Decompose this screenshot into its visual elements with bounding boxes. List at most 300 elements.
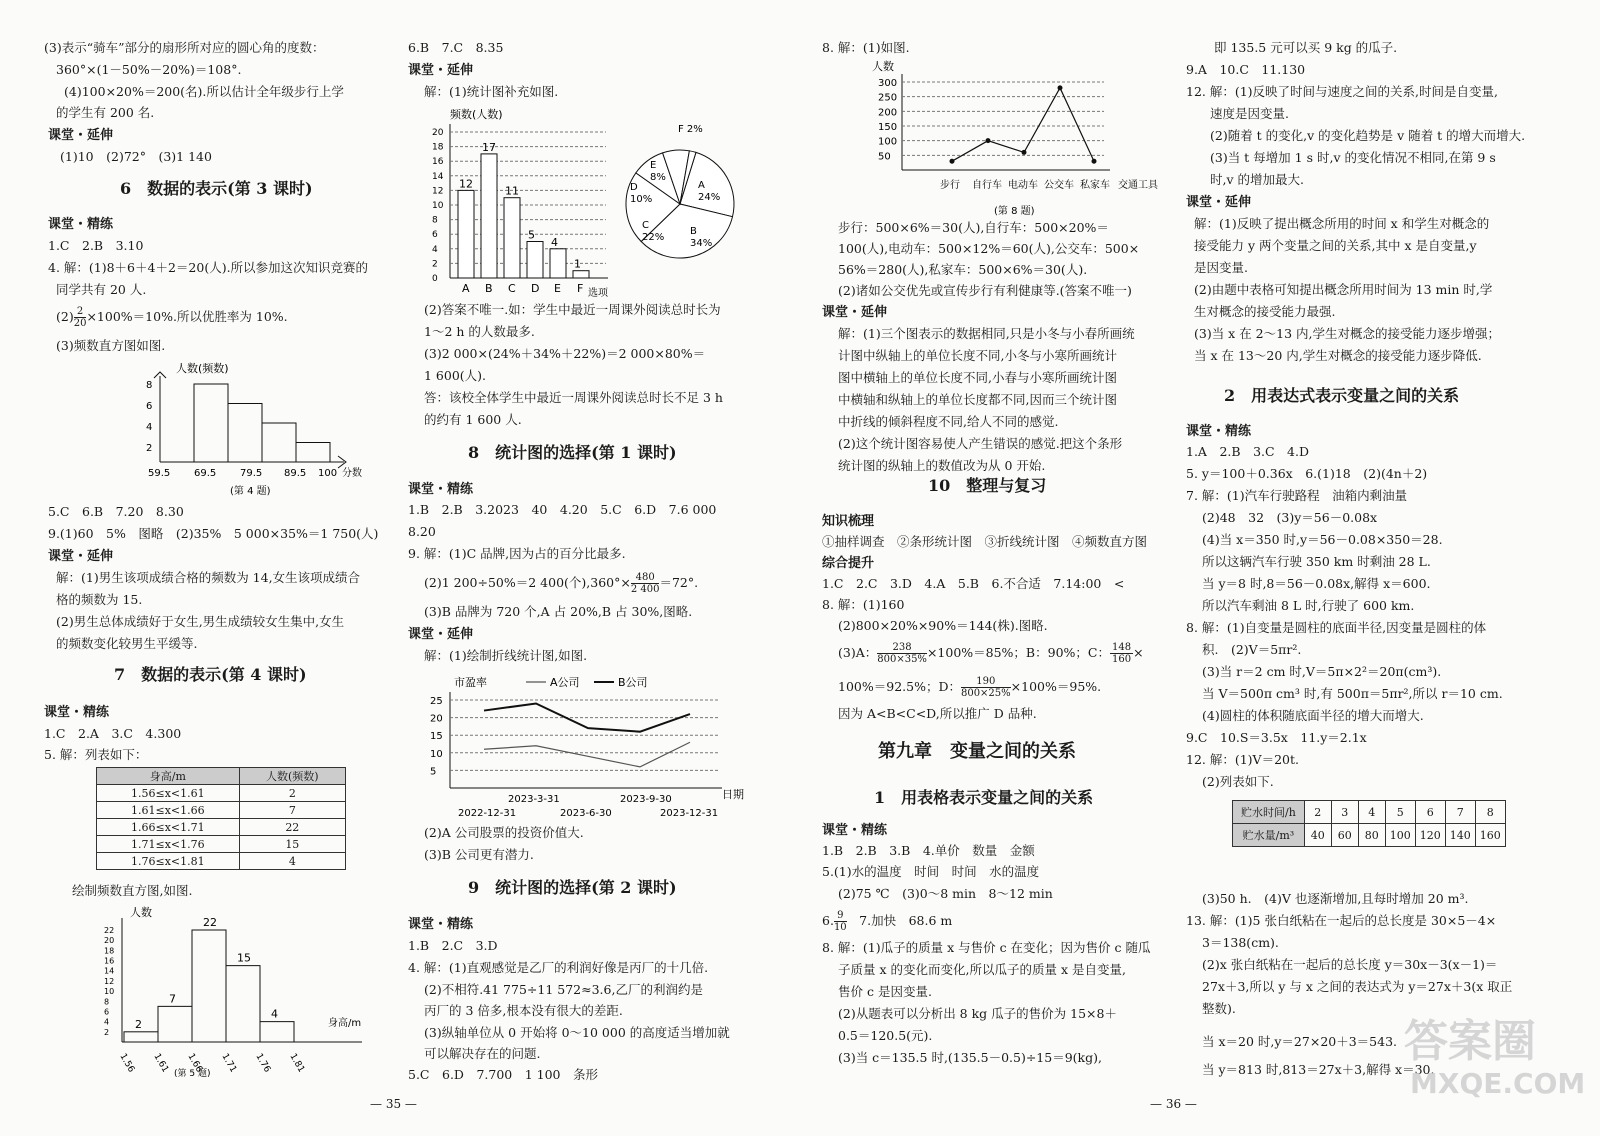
- fraction: [877, 642, 927, 665]
- text-line: 1.C 2.B 3.10: [48, 238, 144, 253]
- table-cell: 140: [1445, 824, 1475, 847]
- text-line: 1.C 2.C 3.D 4.A 5.B 6.不合适 7.14:00 <: [822, 576, 1125, 591]
- table-cell: 4: [1358, 801, 1385, 824]
- legend-label: A公司: [550, 676, 580, 689]
- y-tick: 6: [146, 401, 153, 412]
- legend-label: B公司: [618, 676, 648, 689]
- section-label: 课堂・精练: [44, 705, 110, 720]
- section-label: 课堂・精练: [408, 917, 474, 932]
- text-line: 解：(1)反映了提出概念所用的时间 x 和学生对概念的: [1194, 216, 1490, 231]
- text-line: 整数).: [1202, 1001, 1236, 1016]
- fraction-top: 238: [877, 642, 927, 654]
- table-row: [97, 819, 346, 836]
- table-cell: 4: [239, 853, 345, 870]
- bar-label: 7: [169, 992, 176, 1006]
- text-line: 12. 解：(1)反映了时间与速度之间的关系,时间是自变量,: [1186, 84, 1499, 99]
- text-line: 绘制频数直方图,如图.: [72, 883, 193, 898]
- text-line: (2)48 32 (3)y＝56－0.08x: [1202, 510, 1378, 525]
- table-header-row: [97, 768, 346, 785]
- table-cell: 1.76≤x<1.81: [97, 853, 240, 870]
- text-line: 子质量 x 的变化而变化,所以瓜子的质量 x 是自变量,: [838, 962, 1126, 977]
- text-line: (3)B 品牌为 720 个,A 占 20%,B 占 30%,图略.: [424, 604, 693, 619]
- y-tick: 16: [432, 157, 444, 168]
- section-label: 知识梳理: [822, 514, 875, 529]
- text-line: 5. 解：列表如下：: [44, 747, 148, 762]
- text-line: 所以这辆汽车行驶 350 km 时剩油 28 L.: [1202, 554, 1431, 569]
- text-line: 8. 解：(1)如图.: [822, 40, 910, 55]
- fraction: [631, 572, 660, 595]
- text-line: 解：(1)男生该项成绩合格的频数为 14,女生该项成绩合: [56, 570, 361, 585]
- x-tick: 电动车: [1008, 180, 1038, 191]
- x-tick: 2023-12-31: [660, 808, 719, 819]
- text-line: 可以解决存在的问题.: [424, 1046, 541, 1061]
- slice-label: D 10%: [630, 182, 653, 205]
- fraction-bottom: 160: [1111, 654, 1132, 665]
- lesson-heading: 8 统计图的选择(第 1 课时): [468, 443, 677, 462]
- axis-label: 分数: [342, 468, 362, 479]
- x-tick: 1.66: [185, 1052, 205, 1075]
- y-tick: 25: [430, 696, 443, 707]
- table-cell: 80: [1358, 824, 1385, 847]
- text-line: 1.B 2.B 3.B 4.单价 数量 金额: [822, 843, 1035, 858]
- x-tick: 2023-9-30: [620, 794, 672, 805]
- table-row: [97, 802, 346, 819]
- text-line: 图中横轴上的单位长度不同,小春与小寒所画统计图: [838, 370, 1117, 385]
- axis-label: 人数: [872, 60, 894, 73]
- bar: [504, 198, 520, 278]
- x-tick: C: [508, 282, 516, 295]
- lesson-heading: 7 数据的表示(第 4 课时): [114, 665, 307, 684]
- line-chart-transport: [842, 56, 1172, 220]
- axis-label: 交通工具: [1118, 180, 1158, 191]
- y-tick: 6: [104, 1007, 110, 1017]
- text-line: (2)800×20%×90%＝144(株).图略.: [838, 618, 1048, 633]
- x-tick: D: [531, 282, 540, 295]
- text-line: 中折线的倾斜程度不同,给人不同的感觉.: [838, 414, 1059, 429]
- text-line: 接受能力 y 两个变量之间的关系,其中 x 是自变量,y: [1194, 238, 1477, 253]
- fraction-top: 2: [74, 306, 87, 318]
- figure-caption: (第 8 题): [994, 206, 1035, 217]
- text-line: 1.B 2.B 3.2023 40 4.20 5.C 6.D 7.6 000: [408, 502, 717, 517]
- watermark-url: MXQE.COM: [1410, 1067, 1586, 1100]
- y-tick: 10: [432, 201, 444, 211]
- table-cell: 1.71≤x<1.76: [97, 836, 240, 853]
- y-tick: 100: [878, 136, 898, 148]
- x-tick: 公交车: [1044, 180, 1074, 191]
- histogram-bar: [192, 930, 226, 1042]
- y-tick: 2: [432, 259, 438, 270]
- x-tick: 69.5: [194, 468, 217, 479]
- bars: [194, 384, 330, 462]
- text-line: 1.A 2.B 3.C 4.D: [1186, 444, 1310, 459]
- text-line: 的学生有 200 名.: [56, 105, 155, 120]
- page-number: — 35 —: [370, 1097, 417, 1111]
- text-line: 1 600(人).: [424, 368, 487, 383]
- axis-label: 频数(人数): [450, 108, 503, 121]
- text-line: (2)由题中表格可知提出概念所用时间为 13 min 时,学: [1194, 282, 1493, 297]
- text-line: 6.B 7.C 8.35: [408, 40, 504, 55]
- table-cell: 100: [1385, 824, 1415, 847]
- text-line: 解：(1)三个图表示的数据相同,只是小冬与小春所画统: [838, 326, 1135, 341]
- y-tick: 14: [432, 171, 444, 182]
- text-line: 56%＝280(人),私家车：500×6%＝30(人).: [838, 262, 1088, 277]
- x-tick: 89.5: [284, 468, 307, 479]
- y-tick: 20: [104, 936, 115, 946]
- fraction-top: 190: [961, 676, 1011, 688]
- text-line: 9.C 10.S＝3.5x 11.y＝2.1x: [1186, 730, 1367, 745]
- text-line: 100(人),电动车：500×12%＝60(人),公交车：500×: [838, 241, 1140, 256]
- text-line: (3)50 h. (4)V 也逐渐增加,且每时增加 20 m³.: [1202, 891, 1469, 906]
- lesson-heading: 6 数据的表示(第 3 课时): [120, 179, 313, 198]
- text-part: 100%＝92.5%；D：: [838, 679, 961, 694]
- data-point: [1022, 150, 1027, 155]
- text-line: 格的频数为 15.: [56, 592, 143, 607]
- section-label: 课堂・延伸: [408, 63, 474, 78]
- y-tick: 20: [432, 128, 444, 138]
- lesson-heading: 1 用表格表示变量之间的关系: [874, 788, 1094, 807]
- chapter-heading: 第九章 变量之间的关系: [878, 741, 1076, 762]
- text-line: 4. 解：(1)直观感觉是乙厂的利润好像是丙厂的十几倍.: [408, 960, 709, 975]
- fraction-bottom: 10: [833, 922, 847, 933]
- text-line: 计图中纵轴上的单位长度不同,小冬与小寒所画统计: [838, 348, 1117, 363]
- text-line: 3＝138(cm).: [1202, 935, 1279, 950]
- fraction-top: 148: [1111, 642, 1132, 653]
- text-line: 8. 解：(1)自变量是圆柱的底面半径,因变量是圆柱的体: [1186, 620, 1487, 635]
- x-tick: 自行车: [972, 180, 1002, 191]
- axis-label: 人数(频数): [176, 362, 229, 375]
- y-tick: 16: [104, 956, 115, 966]
- histogram-bar: [228, 404, 262, 463]
- histogram-bar: [124, 1032, 158, 1042]
- fraction-bottom: 800×35%: [877, 654, 927, 665]
- text-line: 当 y＝8 时,8＝56－0.08x,解得 x＝600.: [1202, 576, 1431, 591]
- x-tick: 79.5: [240, 468, 263, 479]
- text-line: 9. 解：(1)C 品牌,因为占的百分比最多.: [408, 546, 626, 561]
- text-line: 的约有 1 600 人.: [424, 412, 522, 427]
- table-cell: 5: [1385, 801, 1415, 824]
- section-label: 课堂・延伸: [1186, 195, 1252, 210]
- text-part: (3)A：: [838, 645, 878, 660]
- x-tick: 私家车: [1080, 180, 1110, 191]
- histogram-bar: [262, 423, 296, 462]
- slice-label: B 34%: [690, 226, 713, 249]
- y-tick: 8: [104, 997, 110, 1007]
- text-line: 27x＋3,所以 y 与 x 之间的表达式为 y＝27x＋3(x 取正: [1202, 979, 1513, 994]
- y-tick: 2: [104, 1027, 110, 1037]
- slice-label: F 2%: [678, 124, 703, 135]
- text-line: 当 y＝813 时,813＝27x＋3,解得 x＝30.: [1202, 1062, 1435, 1077]
- text-line: (3)B 公司更有潜力.: [424, 847, 534, 862]
- table-cell: 2: [1304, 801, 1331, 824]
- table-cell: 8: [1475, 801, 1505, 824]
- axis-label: 选项: [588, 288, 608, 299]
- table-header: 人数(频数): [239, 768, 345, 785]
- section-label: 课堂・延伸: [408, 627, 474, 642]
- table-cell: 6: [1415, 801, 1445, 824]
- text-line: (3)当 c＝135.5 时,(135.5－0.5)÷15＝9(kg),: [838, 1050, 1102, 1065]
- text-line: (2)答案不唯一.如：学生中最近一周课外阅读总时长为: [424, 302, 721, 317]
- table-cell: 40: [1304, 824, 1331, 847]
- text-line: 所以汽车剩油 8 L 时,行驶了 600 km.: [1202, 598, 1415, 613]
- text-line: 5.C 6.D 7.700 1 100 条形: [408, 1067, 599, 1082]
- section-label: 课堂・精练: [822, 823, 888, 838]
- table-row: [1233, 801, 1506, 824]
- text-line: 4. 解：(1)8＋6＋4＋2＝20(人).所以参加这次知识竞赛的: [48, 260, 369, 275]
- fraction-top: 9: [834, 910, 847, 922]
- y-tick: 2: [146, 443, 153, 454]
- text-line: 8. 解：(1)瓜子的质量 x 与售价 c 在变化；因为售价 c 随瓜: [822, 940, 1151, 955]
- x-tick: 2022-12-31: [458, 808, 517, 819]
- x-tick: 2023-3-31: [508, 794, 560, 805]
- text-line: 速度是因变量.: [1210, 106, 1289, 121]
- text-part: 7.加快 68.6 m: [846, 913, 953, 928]
- text-line: 5.C 6.B 7.20 8.30: [48, 504, 184, 519]
- text-line: 答：该校全体学生中最近一周课外阅读总时长不足 3 h: [424, 390, 723, 405]
- axis-label: 日期: [722, 788, 744, 801]
- bar: [481, 154, 497, 278]
- y-tick: 14: [104, 966, 115, 976]
- y-tick: 4: [432, 244, 438, 255]
- fraction-bottom: 800×25%: [960, 688, 1011, 699]
- text-line: 步行：500×6%＝30(人),自行车：500×20%＝: [838, 220, 1109, 235]
- text-line: 当 x＝20 时,y＝27×20＋3＝543.: [1202, 1034, 1398, 1049]
- text-line: 统计图的纵轴上的数值改为从 0 开始.: [838, 458, 1046, 473]
- table-cell: 3: [1331, 801, 1358, 824]
- line-chart-pe-ratio: [422, 670, 778, 822]
- text-line: 即 135.5 元可以买 9 kg 的瓜子.: [1214, 40, 1398, 55]
- table-cell: 2: [239, 785, 345, 802]
- page-number: — 36 —: [1150, 1097, 1197, 1111]
- row-header: 贮水时间/h: [1233, 801, 1305, 824]
- text-line: (2)这个统计图容易使人产生错误的感觉.把这个条形: [838, 436, 1123, 451]
- text-line: [424, 572, 698, 595]
- text-line: 8. 解：(1)160: [822, 597, 905, 612]
- text-part: ×100%＝10%.所以优胜率为 10%.: [86, 309, 288, 324]
- text-line: 1～2 h 的人数最多.: [424, 324, 535, 339]
- text-line: 售价 c 是因变量.: [838, 984, 932, 999]
- text-line: (3)2 000×(24%＋34%＋22%)＝2 000×80%＝: [424, 346, 706, 361]
- text-line: (2)列表如下.: [1202, 774, 1274, 789]
- y-tick: 10: [430, 748, 443, 760]
- text-line: ①抽样调查 ②条形统计图 ③折线统计图 ④频数直方图: [822, 534, 1148, 549]
- table-row: [97, 853, 346, 870]
- y-tick: 300: [878, 78, 898, 89]
- bars: [458, 141, 589, 295]
- text-line: 1.B 2.C 3.D: [408, 938, 498, 953]
- text-line: (1)10 (2)72° (3)1 140: [60, 149, 212, 164]
- bar-label: 17: [482, 140, 496, 154]
- text-line: 解：(1)统计图补充如图.: [424, 84, 559, 99]
- text-line: [838, 676, 1101, 699]
- bar-label: 15: [237, 951, 251, 965]
- section-label: 课堂・延伸: [48, 128, 114, 143]
- text-line: (3)频数直方图如图.: [56, 338, 166, 353]
- text-line: (4)100×20%＝200(名).所以估计全年级步行上学: [64, 84, 344, 99]
- table-cell: 60: [1331, 824, 1358, 847]
- text-part: ＝72°.: [659, 575, 699, 590]
- bar: [527, 242, 543, 279]
- table-cell: 1.66≤x<1.71: [97, 819, 240, 836]
- axis-label: 身高/m: [328, 1018, 362, 1029]
- text-line: 0.5＝120.5(元).: [838, 1028, 933, 1043]
- text-line: 12. 解：(1)V＝20t.: [1186, 752, 1299, 767]
- y-tick: 4: [146, 422, 153, 433]
- table-cell: 15: [239, 836, 345, 853]
- text-line: [56, 306, 288, 329]
- fraction: [74, 306, 87, 329]
- histogram-fig4: [138, 358, 368, 500]
- text-part: ×100%＝85%；B：90%；C：: [926, 645, 1110, 660]
- fraction: [834, 910, 847, 933]
- x-tick: 2023-6-30: [560, 808, 612, 819]
- bar-label: 11: [505, 184, 519, 198]
- text-line: 的频数变化较男生平缓等.: [56, 636, 198, 651]
- text-line: 中横轴和纵轴上的单位长度都不同,因而三个统计图: [838, 392, 1117, 407]
- x-tick: 1.81: [287, 1052, 307, 1075]
- table-row: [97, 785, 346, 802]
- bar: [573, 271, 589, 278]
- x-tick: 1.56: [117, 1052, 137, 1075]
- text-line: 生对概念的接受能力最强.: [1194, 304, 1336, 319]
- section-label: 综合提升: [822, 556, 875, 571]
- text-line: (4)圆柱的体积随底面半径的增大而增大.: [1202, 708, 1424, 723]
- text-line: 5.(1)水的温度 时间 时间 水的温度: [822, 864, 1040, 879]
- table-row: [97, 836, 346, 853]
- slice-label: C 22%: [642, 220, 665, 243]
- table-cell: 1.56≤x<1.61: [97, 785, 240, 802]
- text-line: (2)75 ℃ (3)0～8 min 8～12 min: [838, 886, 1053, 901]
- text-line: (2)诸如公交优先或宣传步行有利健康等.(答案不唯一): [838, 283, 1132, 298]
- text-line: [838, 642, 1144, 665]
- bar-and-pie-figure: [428, 106, 768, 302]
- text-part: ×: [1133, 645, 1144, 660]
- fraction: [961, 676, 1011, 699]
- text-line: [822, 910, 952, 933]
- slice-label: E 8%: [650, 160, 666, 183]
- watermark-logo: 答案圈: [1404, 1016, 1536, 1067]
- text-part: ×100%＝95%.: [1010, 679, 1102, 694]
- y-tick: 18: [432, 142, 444, 153]
- table-cell: 160: [1475, 824, 1505, 847]
- text-part: (2): [56, 309, 74, 324]
- y-tick: 22: [104, 926, 115, 935]
- table-cell: 1.61≤x<1.66: [97, 802, 240, 819]
- histogram-bar: [260, 1022, 294, 1042]
- text-line: (2)x 张白纸粘在一起后的总长度 y＝30x－3(x－1)＝: [1202, 957, 1498, 972]
- x-tick: 1.61: [151, 1052, 171, 1075]
- bar-label: 5: [528, 228, 535, 242]
- lesson-heading: 2 用表达式表示变量之间的关系: [1224, 386, 1460, 405]
- y-tick: 12: [104, 976, 115, 986]
- x-tick: 59.5: [148, 468, 171, 479]
- y-tick: 12: [432, 186, 444, 197]
- pie-chart: [626, 124, 734, 258]
- text-part: 6.: [822, 913, 834, 928]
- y-tick: 10: [104, 987, 115, 997]
- data-point: [1092, 159, 1097, 164]
- text-line: 当 V＝500π cm³ 时,有 500π＝5πr²,所以 r＝10 cm.: [1202, 686, 1503, 701]
- text-line: 360°×(1－50%－20%)＝108°.: [56, 62, 242, 77]
- x-tick: B: [485, 282, 493, 295]
- y-tick: 5: [430, 766, 437, 778]
- axis-label: 市盈率: [454, 676, 487, 689]
- section-label: 课堂・延伸: [48, 549, 114, 564]
- text-line: 13. 解：(1)5 张白纸粘在一起后的总长度是 30×5－4×: [1186, 913, 1497, 928]
- text-line: 丙厂的 3 倍多,根本没有很大的差距.: [424, 1003, 623, 1018]
- x-tick: 步行: [940, 180, 960, 191]
- text-line: (3)当 x 在 2～13 内,学生对概念的接受能力逐步增强；: [1194, 326, 1500, 341]
- text-line: (2)男生总体成绩好于女生,男生成绩较女生集中,女生: [56, 614, 345, 629]
- x-tick: A: [462, 282, 470, 295]
- bar-label: 22: [203, 916, 217, 929]
- figure-caption: (第 5 题): [174, 1069, 211, 1078]
- histogram-bar: [296, 443, 330, 463]
- text-line: (4)当 x＝350 时,y＝56－0.08×350＝28.: [1202, 532, 1443, 547]
- fraction-bottom: 2 400: [630, 584, 660, 595]
- text-line: (2)不相符.41 775÷11 572≈3.6,乙厂的利润约是: [424, 982, 703, 997]
- text-line: (3)纵轴单位从 0 开始将 0～10 000 的高度适当增加就: [424, 1025, 730, 1040]
- lesson-heading: 10 整理与复习: [928, 476, 1047, 495]
- text-line: 当 x 在 13～20 内,学生对概念的接受能力逐步降低.: [1194, 348, 1482, 363]
- data-point: [1058, 85, 1063, 90]
- y-tick: 8: [146, 380, 153, 391]
- text-line: 因为 A<B<C<D,所以推广 D 品种.: [838, 706, 1037, 721]
- bar-label: 4: [551, 235, 558, 249]
- x-tick: 100: [318, 468, 338, 479]
- text-part: (2)1 200÷50%＝2 400(个),360°×: [424, 575, 631, 590]
- text-line: (2)从题表可以分析出 8 kg 瓜子的售价为 15×8＋: [838, 1006, 1117, 1021]
- text-line: 是因变量.: [1194, 260, 1248, 275]
- histogram-fig5: [100, 902, 390, 1078]
- y-tick: 15: [430, 731, 443, 743]
- row-header: 贮水量/m³: [1233, 824, 1305, 847]
- fraction-top: 480: [631, 572, 660, 584]
- x-tick: 1.71: [219, 1052, 239, 1075]
- series-line: [484, 742, 690, 767]
- bar-label: 1: [574, 257, 581, 271]
- lesson-heading: 9 统计图的选择(第 2 课时): [468, 878, 677, 897]
- axis-label: 人数: [130, 906, 152, 919]
- section-label: 课堂・延伸: [822, 305, 888, 320]
- bar-label: 4: [271, 1007, 278, 1021]
- x-tick: E: [554, 282, 561, 295]
- bar-label: 12: [459, 177, 473, 191]
- histogram-bar: [194, 384, 228, 462]
- figure-caption: (第 4 题): [230, 486, 271, 497]
- text-line: 解：(1)绘制折线统计图,如图.: [424, 648, 588, 663]
- y-tick: 8: [432, 215, 438, 226]
- x-tick: 1.76: [253, 1052, 273, 1075]
- text-line: (2)随着 t 的变化,v 的变化趋势是 v 随着 t 的增大而增大.: [1210, 128, 1526, 143]
- fraction: [1110, 642, 1133, 665]
- fraction-bottom: 20: [73, 318, 87, 329]
- y-tick: 6: [432, 230, 438, 241]
- y-tick: 4: [104, 1017, 110, 1027]
- text-line: 8.20: [408, 524, 436, 539]
- text-line: (2)A 公司股票的投资价值大.: [424, 825, 584, 840]
- y-tick: 200: [878, 107, 898, 119]
- table-cell: 120: [1415, 824, 1445, 847]
- y-tick: 50: [878, 151, 891, 163]
- table-cell: 22: [239, 819, 345, 836]
- bars: [124, 916, 294, 1042]
- data-point: [986, 138, 991, 143]
- y-tick: 250: [878, 92, 898, 104]
- text-line: 7. 解：(1)汽车行驶路程 油箱内剩油量: [1186, 488, 1408, 503]
- text-line: (3)表示“骑车”部分的扇形所对应的圆心角的度数：: [44, 40, 325, 55]
- text-line: 同学共有 20 人.: [56, 282, 147, 297]
- table-cell: 7: [1445, 801, 1475, 824]
